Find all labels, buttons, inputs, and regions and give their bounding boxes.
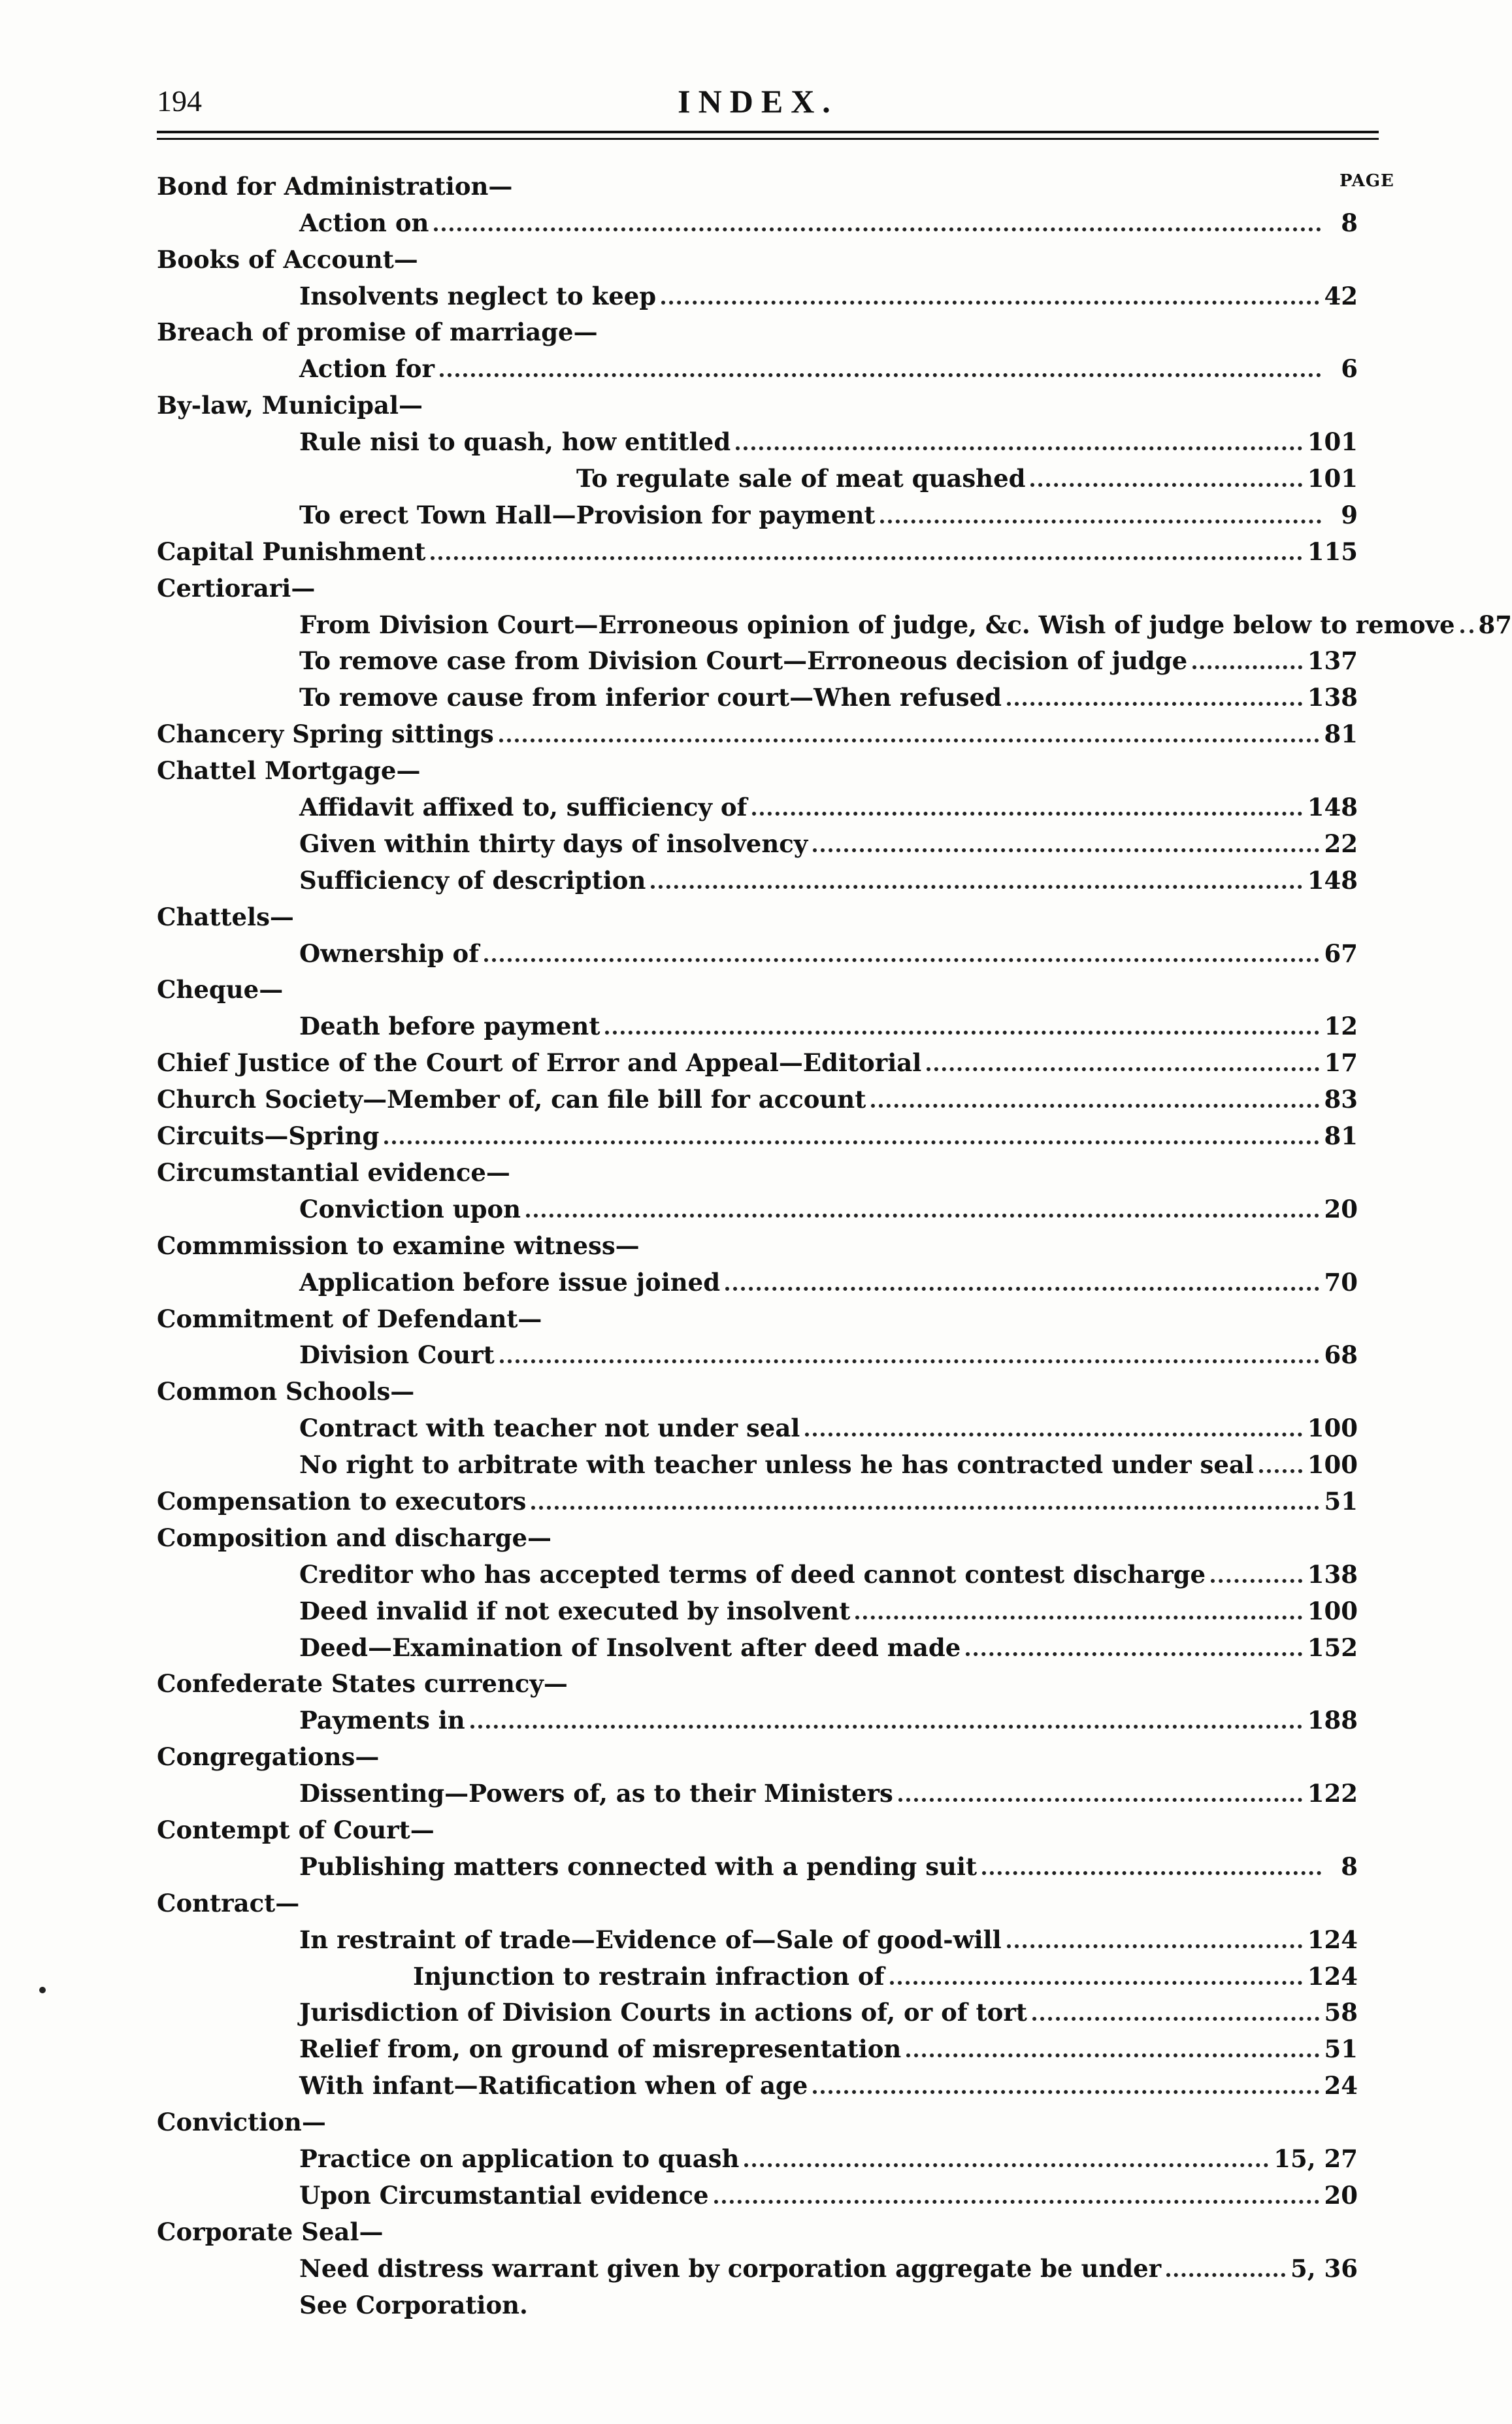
entry-text: Circumstantial evidence—: [157, 1157, 510, 1187]
entry-page-ref: 51: [1324, 2034, 1358, 2064]
entry-page-ref: 20: [1324, 1194, 1358, 1223]
dot-leader: [434, 227, 1321, 231]
dot-leader: [805, 1433, 1302, 1436]
entry-text: To remove case from Division Court—Erroneous decision of judge: [299, 646, 1188, 676]
page-column-label: PAGE: [1339, 171, 1394, 191]
entry-page-ref: 70: [1324, 1267, 1358, 1297]
entry-page-ref: 81: [1324, 1121, 1358, 1151]
index-subentry: [157, 1842, 1358, 1879]
dot-leader: [440, 373, 1321, 377]
index-subentry: [157, 418, 1358, 457]
entry-page-ref: 100: [1307, 1450, 1358, 1480]
index-subentry: [157, 2061, 1358, 2098]
index-subentry: [157, 491, 1358, 527]
running-head: INDEX.: [678, 83, 838, 120]
entry-page-ref: 9: [1341, 500, 1358, 529]
dot-leader: [384, 1140, 1319, 1144]
index-heading: [157, 564, 1358, 601]
index-heading: [157, 1367, 1358, 1404]
dot-leader: [725, 1287, 1319, 1291]
entry-text: Creditor who has accepted terms of deed cannot contest discharge: [299, 1559, 1206, 1589]
index-heading: [157, 710, 1358, 749]
entry-page-ref: 137: [1307, 646, 1358, 676]
dot-leader: [1007, 1944, 1302, 1948]
entry-page-ref: 87: [1478, 610, 1512, 639]
dot-leader: [1211, 1579, 1302, 1583]
entry-text: Upon Circumstantial evidence: [299, 2180, 709, 2210]
index-heading: [157, 1148, 1358, 1185]
entry-text: With infant—Ratification when of age: [299, 2071, 808, 2100]
entry-text: Payments in: [299, 1706, 465, 1735]
index-heading: [157, 527, 1358, 564]
entry-text: By-law, Municipal—: [157, 391, 423, 420]
index-subentry: [157, 1404, 1358, 1443]
entry-text: Deed—Examination of Insolvent after deed made: [299, 1633, 961, 1662]
entry-page-ref: 81: [1324, 720, 1358, 749]
index-heading: [157, 746, 1358, 786]
entry-page-ref: 15, 27: [1274, 2144, 1358, 2173]
entry-text: Corporate Seal—: [157, 2217, 384, 2246]
index-heading: [157, 1038, 1358, 1078]
page-header: [157, 77, 1359, 129]
index-heading: [157, 1806, 1358, 1842]
entry-text: To remove cause from inferior court—When refused: [299, 683, 1002, 712]
index-subentry: [157, 601, 1512, 639]
entry-text: To regulate sale of meat quashed: [576, 464, 1026, 493]
index-subentry: [157, 2281, 1358, 2317]
entry-page-ref: 122: [1307, 1779, 1358, 1808]
index-heading: [157, 235, 1358, 272]
entry-text: Compensation to executors: [157, 1486, 527, 1516]
entry-text: Dissenting—Powers of, as to their Ministers: [299, 1779, 893, 1808]
index-subentry: [157, 673, 1358, 710]
entry-page-ref: 42: [1324, 281, 1358, 310]
entry-page-ref: 8: [1341, 1851, 1358, 1881]
entry-page-ref: 20: [1324, 2180, 1358, 2210]
index-subentry: [157, 454, 1358, 491]
dot-leader: [890, 1981, 1302, 1985]
index-heading: [157, 1514, 1358, 1550]
index-subentry: [157, 1002, 1358, 1041]
index-subentry: [157, 929, 1358, 966]
entry-text: Jurisdiction of Division Courts in actions of, or of tort: [299, 1998, 1027, 2027]
index-heading: [157, 1221, 1358, 1258]
dot-leader: [470, 1725, 1302, 1729]
entry-text: Relief from, on ground of misrepresentation: [299, 2034, 902, 2064]
entry-page-ref: 152: [1307, 1633, 1358, 1662]
entry-page-ref: 101: [1307, 464, 1358, 493]
entry-page-ref: 68: [1324, 1340, 1358, 1370]
entry-text: Books of Account—: [157, 244, 418, 274]
dot-leader: [500, 1359, 1319, 1363]
dot-leader: [752, 812, 1302, 816]
index-subentry: [157, 1623, 1358, 1660]
dot-leader: [871, 1104, 1319, 1108]
entry-text: Commmission to examine witness—: [157, 1231, 640, 1260]
index-heading: [157, 893, 1358, 929]
entry-text: Congregations—: [157, 1742, 380, 1772]
index-subentry: [157, 1989, 1358, 2025]
index-subentry: [157, 1916, 1358, 1952]
entry-text: Breach of promise of marriage—: [157, 318, 598, 347]
dot-leader: [1166, 2273, 1285, 2277]
index-heading: [157, 381, 1358, 418]
entry-text: Insolvents neglect to keep: [299, 281, 657, 310]
entry-text: Chief Justice of the Court of Error and Appeal—Editorial: [157, 1048, 922, 1078]
entry-text: Need distress warrant given by corporation aggregate be under: [299, 2253, 1162, 2283]
entry-page-ref: 148: [1307, 793, 1358, 822]
index-subentry: [157, 820, 1358, 856]
dot-leader: [651, 885, 1302, 889]
index-subentry: [157, 272, 1358, 308]
entry-text: Contract—: [157, 1888, 300, 1918]
dot-leader: [526, 1214, 1319, 1218]
index-heading: [157, 1660, 1358, 1697]
entry-text: Church Society—Member of, can file bill for account: [157, 1085, 866, 1114]
index-subentry: [157, 344, 1358, 384]
entry-text: Bond for Administration—: [157, 171, 513, 201]
entry-page-ref: 115: [1307, 537, 1358, 566]
page-number: 194: [157, 84, 202, 118]
index-heading: [157, 1295, 1358, 1331]
index-subentry: [157, 1331, 1358, 1368]
dot-leader: [898, 1798, 1302, 1802]
index-heading: [157, 1879, 1358, 1916]
dot-leader: [1007, 702, 1302, 706]
entry-page-ref: 124: [1307, 1925, 1358, 1954]
index-subentry: [157, 1696, 1358, 1733]
index-subentry: [157, 2134, 1358, 2171]
entry-text: Injunction to restrain infraction of: [413, 1961, 885, 1991]
dot-leader: [605, 1031, 1319, 1035]
dot-leader: [714, 2200, 1319, 2204]
header-double-rule: [157, 131, 1379, 140]
dot-leader: [431, 556, 1302, 560]
dot-leader: [531, 1506, 1319, 1510]
index-subentry: [157, 856, 1358, 893]
entry-text: Chattels—: [157, 902, 294, 931]
entry-text: Certiorari—: [157, 573, 316, 603]
index-heading: [157, 162, 1358, 199]
entry-text: Division Court: [299, 1340, 495, 1370]
entry-text: Application before issue joined: [299, 1267, 721, 1297]
index-heading: [157, 1112, 1358, 1151]
entry-text: See Corporation.: [299, 2290, 528, 2319]
entry-page-ref: 83: [1324, 1085, 1358, 1114]
entry-page-ref: 100: [1307, 1414, 1358, 1443]
entry-text: Composition and discharge—: [157, 1523, 552, 1552]
entry-text: Confederate States currency—: [157, 1669, 568, 1699]
entry-text: Ownership of: [299, 938, 480, 968]
dot-leader: [982, 1871, 1321, 1875]
entry-page-ref: 24: [1324, 2071, 1358, 2100]
entry-text: No right to arbitrate with teacher unless he has contracted under seal: [299, 1450, 1254, 1480]
entry-page-ref: 100: [1307, 1596, 1358, 1625]
dot-leader: [855, 1616, 1302, 1619]
dot-leader: [661, 301, 1319, 305]
entry-page-ref: 124: [1307, 1961, 1358, 1991]
index-subentry: [157, 1440, 1358, 1480]
index-subentry: [157, 2025, 1358, 2064]
entry-text: Deed invalid if not executed by insolvent: [299, 1596, 851, 1625]
index-subentry: [157, 1769, 1358, 1806]
entry-text: Cheque—: [157, 975, 284, 1004]
entry-text: Capital Punishment: [157, 537, 426, 566]
entry-text: Chancery Spring sittings: [157, 720, 494, 749]
margin-mark: [39, 1987, 46, 1993]
entry-page-ref: 188: [1307, 1706, 1358, 1735]
entry-page-ref: 58: [1324, 1998, 1358, 2027]
index-heading: [157, 1075, 1358, 1112]
dot-leader: [813, 2090, 1319, 2094]
entry-text: Given within thirty days of insolvency: [299, 829, 808, 858]
dot-leader: [1032, 2017, 1319, 2021]
entry-text: Action for: [299, 354, 435, 384]
dot-leader: [966, 1652, 1302, 1656]
index-subentry: [157, 199, 1358, 235]
entry-page-ref: 17: [1324, 1048, 1358, 1078]
entry-text: Action on: [299, 208, 429, 237]
dot-leader: [1192, 665, 1302, 669]
index-subentry: [157, 2171, 1358, 2208]
dot-leader: [906, 2053, 1319, 2057]
index-subentry: [157, 1550, 1358, 1587]
dot-leader: [880, 520, 1321, 523]
index-subentry: [157, 2244, 1358, 2281]
entry-text: Commitment of Defendant—: [157, 1304, 542, 1333]
entry-text: Affidavit affixed to, sufficiency of: [299, 793, 748, 822]
entry-page-ref: 22: [1324, 829, 1358, 858]
entry-text: Contempt of Court—: [157, 1815, 435, 1844]
entry-text: Circuits—Spring: [157, 1121, 380, 1151]
index-heading: [157, 966, 1358, 1003]
entry-page-ref: 67: [1324, 938, 1358, 968]
entry-text: To erect Town Hall—Provision for payment: [299, 500, 876, 529]
entry-text: Contract with teacher not under seal: [299, 1414, 800, 1443]
index-heading: [157, 308, 1358, 345]
dot-leader: [484, 958, 1319, 962]
index-heading: [157, 2098, 1358, 2137]
entry-text: Publishing matters connected with a pending suit: [299, 1851, 978, 1881]
entry-text: Practice on application to quash: [299, 2144, 740, 2173]
entry-text: Conviction upon: [299, 1194, 521, 1223]
entry-text: From Division Court—Erroneous opinion of judge, &c. Wish of judge below to remove: [299, 610, 1455, 639]
dot-leader: [744, 2163, 1268, 2167]
dot-leader: [813, 848, 1319, 852]
index-subentry: [157, 1587, 1358, 1623]
index-heading: [157, 2208, 1358, 2244]
entry-text: In restraint of trade—Evidence of—Sale of good-will: [299, 1925, 1002, 1954]
entry-page-ref: 51: [1324, 1486, 1358, 1516]
entry-page-ref: 138: [1307, 1559, 1358, 1589]
index-subentry: [157, 1952, 1358, 1989]
entry-text: Chattel Mortgage—: [157, 756, 421, 786]
entry-page-ref: 6: [1341, 354, 1358, 384]
entry-page-ref: 12: [1324, 1012, 1358, 1041]
entry-page-ref: 8: [1341, 208, 1358, 237]
dot-leader: [927, 1067, 1319, 1071]
index-subentry: [157, 1258, 1358, 1295]
entry-page-ref: 101: [1307, 427, 1358, 457]
dot-leader: [1259, 1469, 1302, 1473]
entry-page-ref: 5, 36: [1290, 2253, 1358, 2283]
index-subentry: [157, 1185, 1358, 1221]
entry-page-ref: 138: [1307, 683, 1358, 712]
index-subentry: [157, 637, 1358, 674]
entry-page-ref: 148: [1307, 865, 1358, 895]
entry-text: Rule nisi to quash, how entitled: [299, 427, 731, 457]
dot-leader: [499, 739, 1319, 742]
entry-text: Death before payment: [299, 1012, 600, 1041]
dot-leader: [1460, 629, 1473, 633]
entry-text: Sufficiency of description: [299, 865, 646, 895]
index-heading: [157, 1733, 1358, 1772]
index-heading: [157, 1477, 1358, 1514]
dot-leader: [1030, 483, 1302, 487]
entry-text: Conviction—: [157, 2108, 326, 2137]
index-subentry: [157, 783, 1358, 820]
entry-text: Common Schools—: [157, 1377, 415, 1406]
dot-leader: [736, 446, 1302, 450]
